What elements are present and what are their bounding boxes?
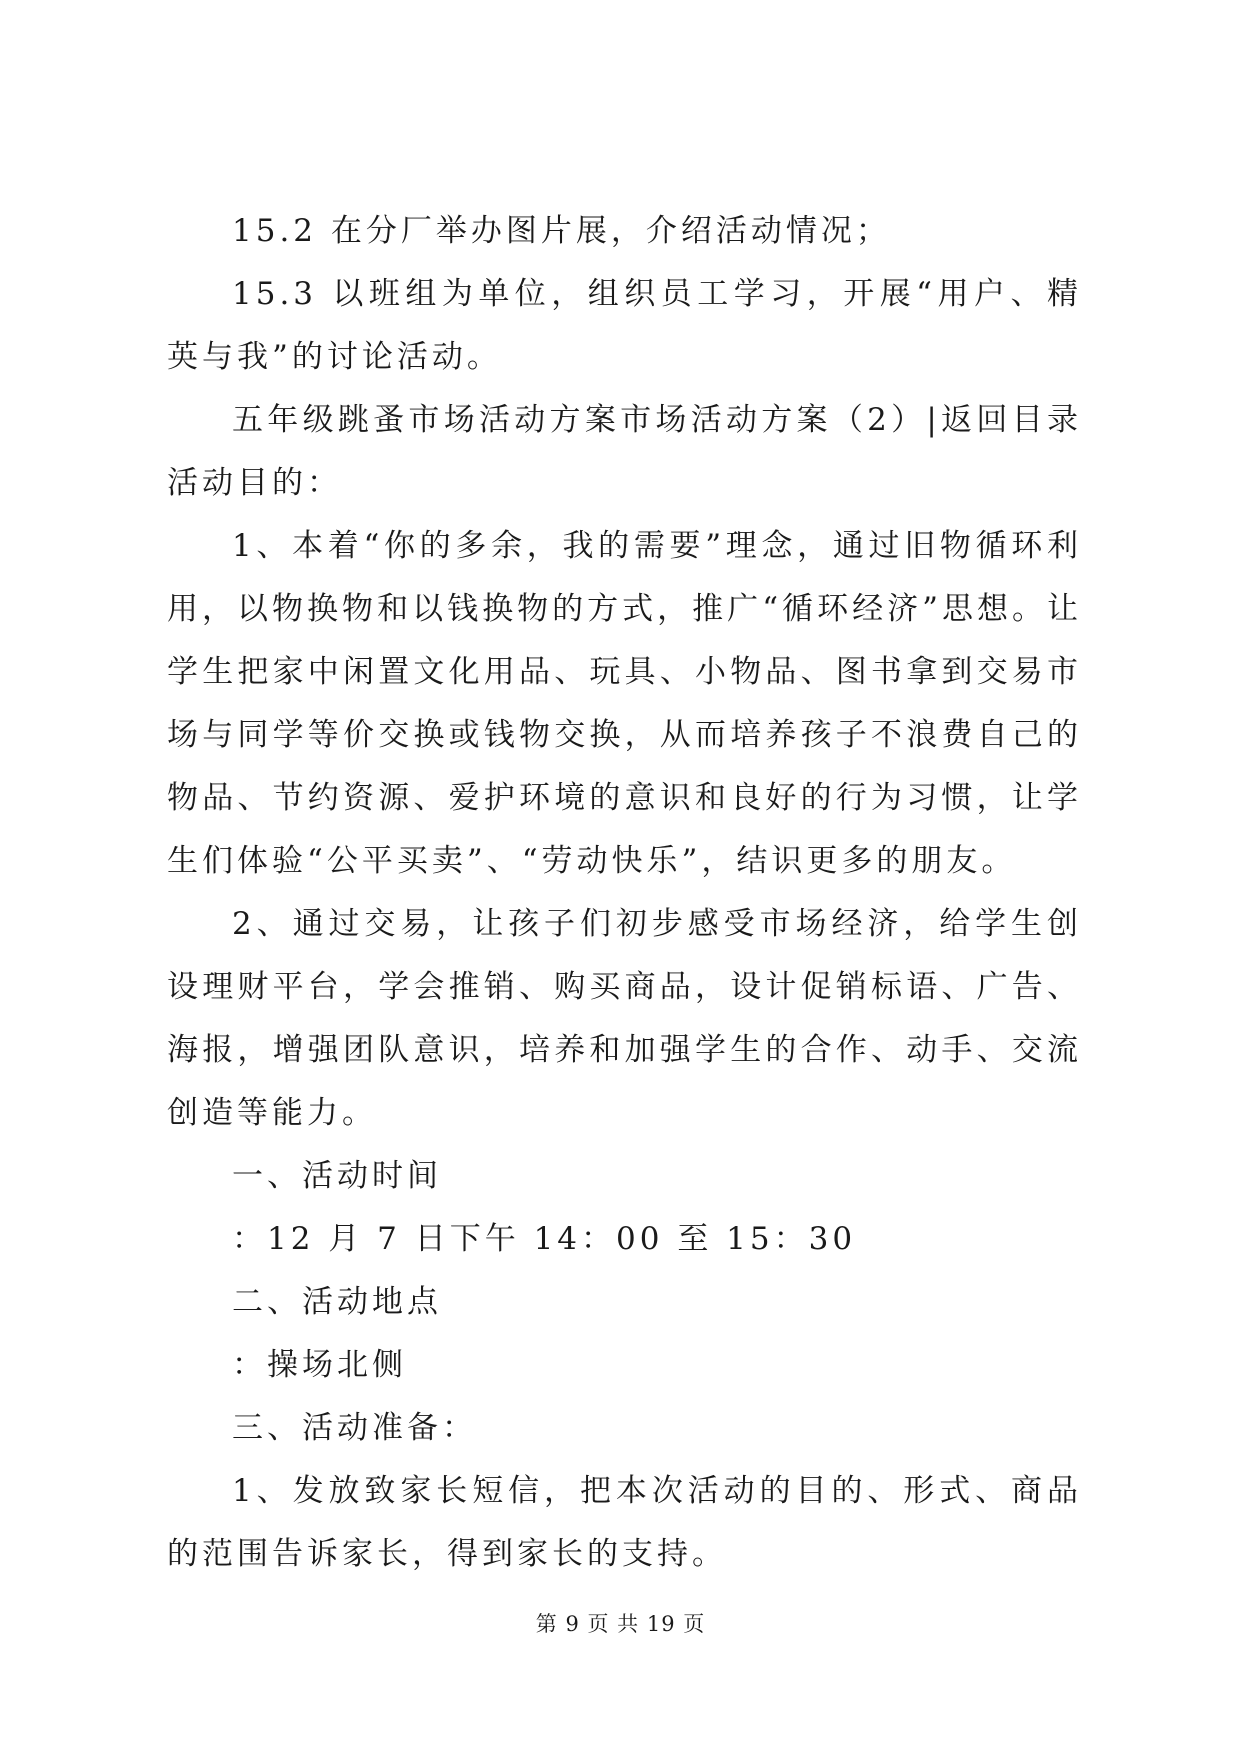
paragraph-purpose-1: 1、本着“你的多余，我的需要”理念，通过旧物循环利用，以物换物和以钱换物的方式，推广“循环经济”思想。让学生把家中闲置文化用品、玩具、小物品、图书拿到交易市场与同学等价交换或钱物交换，从而培养孩子不浪费自己的物品、节约资源、爱护环境的意识和良好的行为习惯，让学生们体验“公平买卖”、“劳动快乐”，结识更多的朋友。	[167, 528, 1082, 879]
paragraph-15-2: 15.2 在分厂举办图片展，介绍活动情况；	[232, 213, 891, 249]
heading-activity-preparation: 三、活动准备：	[232, 1410, 477, 1446]
paragraph-preparation-1: 1、发放致家长短信，把本次活动的目的、形式、商品的范围告诉家长，得到家长的支持。	[167, 1473, 1082, 1572]
document-body	[167, 200, 1082, 1586]
heading-activity-time: 一、活动时间	[232, 1158, 442, 1194]
paragraph-purpose-2: 2、通过交易，让孩子们初步感受市场经济，给学生创设理财平台，学会推销、购买商品，设计促销标语、广告、海报，增强团队意识，培养和加强学生的合作、动手、交流创造等能力。	[167, 906, 1082, 1131]
activity-time-value: ：12 月 7 日下午 14：00 至 15：30	[232, 1221, 857, 1257]
paragraph-section-heading: 五年级跳蚤市场活动方案市场活动方案（2）|返回目录活动目的：	[167, 402, 1082, 501]
page-number-footer: 第 9 页 共 19 页	[535, 1612, 706, 1636]
paragraph-15-3: 15.3 以班组为单位，组织员工学习，开展“用户、精英与我”的讨论活动。	[167, 276, 1082, 375]
heading-activity-location: 二、活动地点	[232, 1284, 442, 1320]
activity-location-value: ：操场北侧	[232, 1347, 407, 1383]
